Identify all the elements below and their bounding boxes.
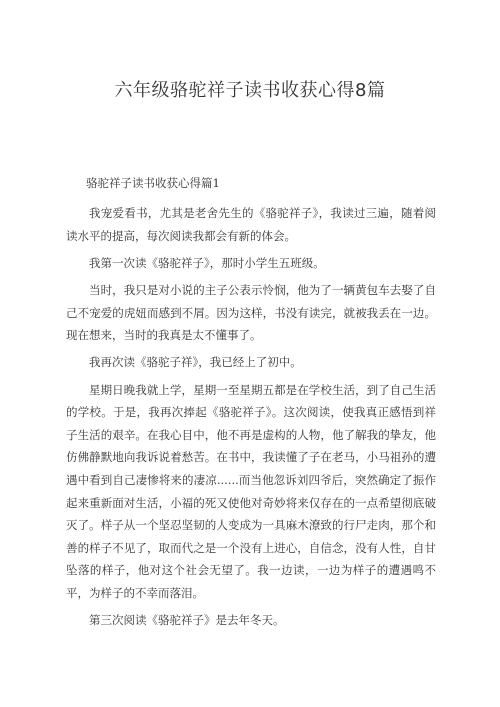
document-title: 六年级骆驼祥子读书收获心得8篇 [114,80,386,101]
document-body [66,202,436,636]
paragraph: 我第一次读《骆驼祥子》，那时小学生五班级。 [89,255,325,270]
paragraph: 当时，我只是对小说的主子公表示怜悯，他为了一辆黄包车去娶了自己不宠爱的虎妞而感到不屑。因为这样，书没有读完，就被我丢在一边。现在想来，当时的我真是太不懂事了。 [66,282,436,343]
paragraph: 星期日晚我就上学，星期一至星期五都是在学校生活，到了自己生活的学校。于是，我再次捧起《骆驼祥子》。这次阅读，使我真正感悟到祥子生活的艰辛。在我心目中，他不再是虚构的人物，他了解我的挚友，他仿佛静默地向我诉说着愁苦。在书中，我读懂了子在老马，小马祖孙的遭遇中看到自己凄惨将来的凄凉......而当他忽诉刘四爷后，突然确定了振作起来重新面对生活，小福的死又使他对奇妙将来仅存在的一点希望彻底破灭了。样子从一个坚忍坚韧的人变成为一具麻木潦致的行尸走肉，那个和善的样子不见了，取而代之是一个没有上进心，自信念，没有人性，自甘坠落的样子，他对这个社会无望了。我一边读，一边为样子的遭遇鸣不平，为样子的不幸而落泪。 [66,382,436,600]
paragraph: 我宠爱看书，尤其是老舍先生的《骆驼祥子》，我读过三遍，随着阅读水平的提高，每次阅读我都会有新的体会。 [66,206,436,243]
paragraph: 第三次阅读《骆驼祥子》是去年冬天。 [89,613,285,628]
section-heading: 骆驼祥子读书收获心得篇1 [86,176,220,190]
paragraph: 我再次读《骆驼子祥》，我已经上了初中。 [89,355,302,370]
